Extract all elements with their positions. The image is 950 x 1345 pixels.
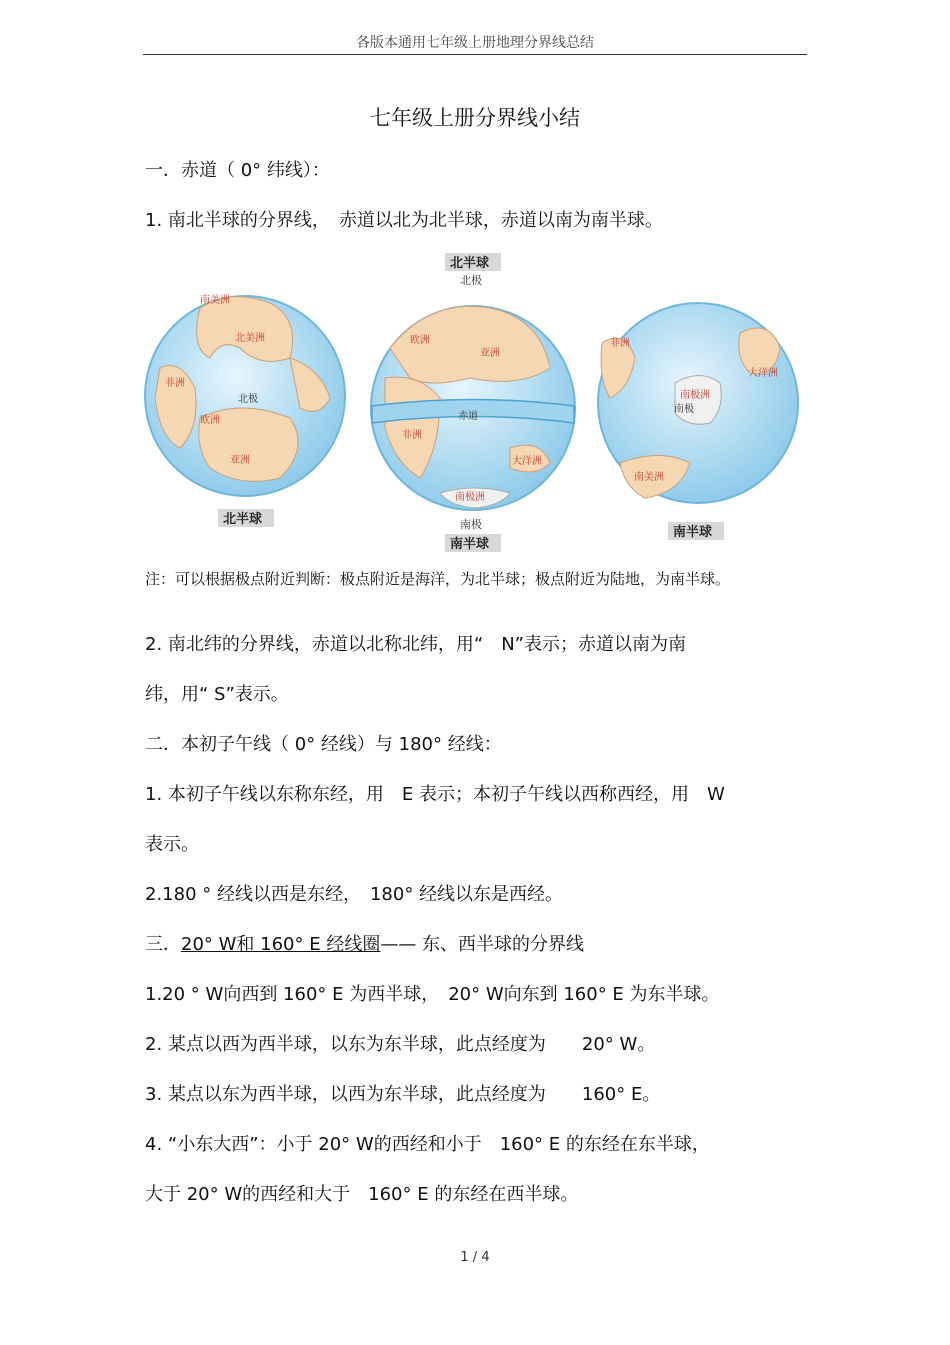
section-2-heading: 二．本初子午线（ 0° 经线）与 180° 经线： (145, 734, 502, 755)
left-globe-label: 北半球 (223, 512, 263, 527)
section-3-paragraph-2: 2. 某点以西为西半球，以东为东半球，此点经度为 20° W。 (145, 1034, 656, 1055)
north-hemisphere-globe (145, 293, 345, 527)
right-globe-pole: 南极 (674, 404, 694, 415)
left-globe-continent-1: 北美洲 (235, 333, 265, 344)
south-hemisphere-globe (598, 303, 798, 540)
section-3-paragraph-4b: 大于 20° W的西经和大于 160° E 的东经在西半球。 (145, 1184, 579, 1205)
middle-globe-top-pole: 北极 (460, 274, 482, 287)
page-number: 1 / 4 (460, 1250, 490, 1265)
middle-globe-continent-1: 欧洲 (410, 335, 430, 346)
equator-label: 赤道 (458, 411, 478, 422)
left-globe-pole: 北极 (238, 394, 258, 405)
middle-globe-bottom-label: 南半球 (450, 537, 490, 552)
right-globe-continent-3: 大洋洲 (748, 368, 778, 379)
middle-globe (371, 253, 575, 552)
section-1-paragraph-1: 1. 南北半球的分界线， 赤道以北为北半球，赤道以南为南半球。 (145, 210, 663, 231)
figure-note: 注：可以根据极点附近判断：极点附近是海洋，为北半球；极点附近为陆地，为南半球。 (145, 570, 731, 588)
section-3-heading-underlined: 20° W和 160° E 经线圈 (181, 934, 381, 955)
right-globe-label: 南半球 (673, 525, 713, 540)
section-2-paragraph-1b: 表示。 (145, 834, 199, 855)
middle-globe-top-label: 北半球 (450, 256, 490, 271)
page-header: 各版本通用七年级上册地理分界线总结 (356, 35, 594, 51)
left-globe-continent-3: 欧洲 (200, 415, 220, 426)
section-3-paragraph-3: 3. 某点以东为西半球，以西为东半球，此点经度为 160° E。 (145, 1084, 661, 1105)
section-3-paragraph-4a: 4. “小东大西”：小于 20° W的西经和小于 160° E 的东经在东半球， (145, 1134, 710, 1155)
section-3-heading (145, 930, 584, 956)
right-globe-continent-2: 南极洲 (680, 390, 710, 401)
middle-globe-continent-5: 南极洲 (455, 492, 485, 503)
section-1-heading: 一．赤道（ 0° 纬线）： (145, 160, 330, 181)
section-1-paragraph-2a: 2. 南北纬的分界线，赤道以北称北纬，用“ N”表示；赤道以南为南 (145, 634, 687, 655)
document-title: 七年级上册分界线小结 (370, 106, 580, 130)
section-1-paragraph-2b: 纬，用“ S”表示。 (145, 684, 289, 705)
section-2-paragraph-2: 2.180 ° 经线以西是东经， 180° 经线以东是西经。 (145, 884, 564, 905)
header-divider (143, 54, 807, 55)
hemispheres-figure (140, 248, 810, 558)
section-2-paragraph-1a: 1. 本初子午线以东称东经，用 E 表示；本初子午线以西称西经，用 W (145, 784, 725, 805)
right-globe-continent-4: 南美洲 (634, 472, 664, 483)
middle-globe-bottom-pole: 南极 (460, 518, 482, 531)
middle-globe-continent-3: 非洲 (402, 430, 422, 441)
left-globe-continent-5: 南美洲 (200, 295, 230, 306)
left-globe-continent-4: 亚洲 (230, 455, 250, 466)
middle-globe-continent-2: 亚洲 (480, 348, 500, 359)
right-globe-continent-1: 非洲 (610, 338, 630, 349)
section-3-heading-prefix: 三． (145, 934, 181, 955)
middle-globe-continent-4: 大洋洲 (512, 456, 542, 467)
section-3-paragraph-1: 1.20 ° W向西到 160° E 为西半球， 20° W向东到 160° E 为东半球。 (145, 984, 720, 1005)
left-globe-continent-2: 非洲 (165, 378, 185, 389)
section-3-heading-suffix: —— 东、西半球的分界线 (380, 934, 585, 955)
